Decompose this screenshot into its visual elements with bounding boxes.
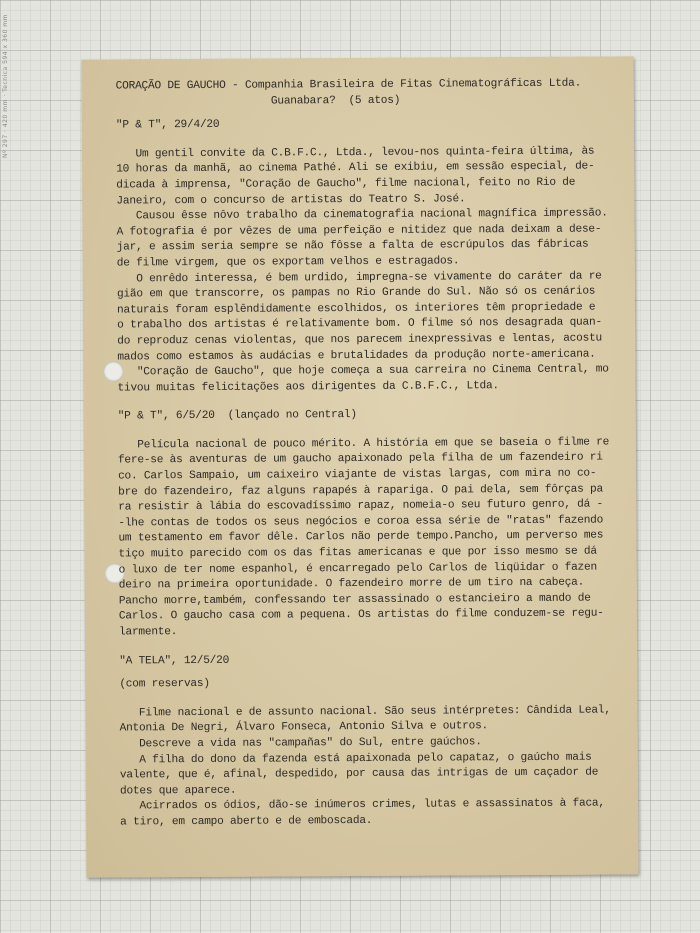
text-line: A fotografia é por vêzes de uma perfeição e nitidez que nada deixam a dese- — [116, 223, 602, 239]
header-line-1: CORAÇÃO DE GAUCHO - Companhia Brasileira de Fitas Cinematográficas Ltda. — [115, 77, 582, 93]
text-line: Acirrados os ódios, dão-se inúmeros crimes, lutas e assassinatos à faca, — [120, 797, 605, 813]
text-line: 10 horas da manhã, ao cinema Pathé. Ali se exibiu, em sessão especial, de- — [116, 160, 595, 176]
text-line: tiço muito parecido com os das fitas americanas e que por isso mesmo se dá — [118, 545, 597, 561]
text-line: fere-se às aventuras de um gaucho apaixonado pela filha de um fazendeiro ri — [117, 451, 603, 467]
text-line: naturais foram esplêndidamente escolhidos, os interiores têm propriedade e — [117, 301, 596, 317]
section-3-subheading: (com reservas) — [119, 678, 210, 691]
graph-paper-margin-label: Nº 297 · 420 mm · Tecnica 594 x 360 mm — [2, 14, 9, 159]
text-line: Película nacional de pouco mérito. A história em que se baseia o filme re — [117, 436, 610, 452]
text-line: bre do fazendeiro, faz alguns rapapés à rapariga. O pai dela, sem fôrças pa — [118, 483, 603, 499]
document-header — [116, 76, 634, 110]
text-line: Causou êsse nôvo trabalho da cinematografia nacional magnífica impressão. — [116, 207, 608, 223]
document-text — [116, 76, 639, 831]
section-1-heading: "P & T", 29/4/20 — [115, 119, 220, 132]
text-line: dicada à imprensa, "Coração de Gaucho", filme nacional, feito no Rio de — [116, 176, 576, 192]
text-line: jar, e assim seria sempre se não fôsse a falta de escrúpulos das fábricas — [116, 238, 589, 254]
text-line: "Coração de Gaucho", que hoje começa a sua carreira no Cinema Central, mo — [117, 363, 609, 379]
section-1-body — [116, 144, 636, 397]
text-line: gião em que transcorre, os pampas no Rio Grande do Sul. Não só os cenários — [116, 285, 596, 301]
text-line: do reproduz cenas violentas, que nos parecem inexpressivas e lentas, acostu — [117, 332, 603, 348]
text-line: Filme nacional e de assunto nacional. São seus intérpretes: Cândida Leal, — [119, 704, 611, 720]
text-line: Descreve a vida nas "campañas" do Sul, entre gaúchos. — [119, 736, 482, 751]
text-line: Janeiro, com o concurso de artistas do Teatro S. José. — [116, 192, 466, 208]
section-3-body — [119, 703, 638, 831]
text-line: um testamento em favor dêle. Carlos não perde tempo.Pancho, um perverso mes — [118, 529, 604, 545]
text-line: dotes que aparece. — [119, 784, 237, 798]
text-line: de filme virgem, que os exportam velhos e estragados. — [116, 255, 460, 270]
text-line: a tiro, em campo aberto e de emboscada. — [120, 814, 373, 829]
text-line: Antonia De Negri, Álvaro Fonseca, Antonio Silva e outros. — [119, 720, 489, 735]
typewritten-page — [82, 56, 639, 877]
text-line: larmente. — [118, 626, 178, 639]
text-line: o luxo de ter nome espanhol, é encarregado pelo Carlos de liqüidar o fazen — [118, 561, 597, 577]
text-line: Um gentil convite da C.B.F.C., Ltda., levou-nos quinta-feira última, às — [116, 145, 595, 161]
text-line: deiro na primeira oportunidade. O fazendeiro morre de um tiro na cabeça. — [118, 576, 585, 592]
text-line: valente, que é, afinal, despedido, por causa das intrigas de um caçador de — [119, 766, 599, 782]
text-line: co. Carlos Sampaio, um caixeiro viajante de vistas largas, com mira no co- — [118, 467, 597, 483]
section-2-body — [118, 435, 637, 641]
text-line: O enrêdo interessa, é bem urdido, impregna-se vivamente do caráter da re — [116, 270, 602, 286]
text-line: Carlos. O gaucho casa com a pequena. Os artistas do filme conduzem-se regu- — [118, 607, 604, 623]
text-line: Pancho morre,também, confessando ter assassinado o estancieiro a mando de — [118, 592, 591, 608]
text-line: tivou muitas felicitações aos dirigentes da C.B.F.C., Ltda. — [117, 379, 499, 395]
text-line: A filha do dono da fazenda está apaixonada pelo capataz, o gaúcho mais — [119, 751, 592, 767]
text-line: o trabalho dos artistas é relativamente bom. O filme só nos desagrada quan- — [117, 316, 602, 332]
section-2-heading: "P & T", 6/5/20 (lançado no Central) — [117, 409, 357, 423]
section-3-heading: "A TELA", 12/5/20 — [119, 654, 230, 668]
text-line: mados como estamos às audácias e brutalidades da produção norte-americana. — [117, 348, 596, 363]
header-line-2: Guanabara? (5 atos) — [115, 94, 401, 109]
text-line: ra resistir à lábia do escovadíssimo rapaz, nomeia-o seu futuro genro, dá - — [118, 498, 604, 514]
text-line: -lhe contas de todos os seus negócios e coroa essa série de "ratas" fazendo — [118, 514, 604, 530]
